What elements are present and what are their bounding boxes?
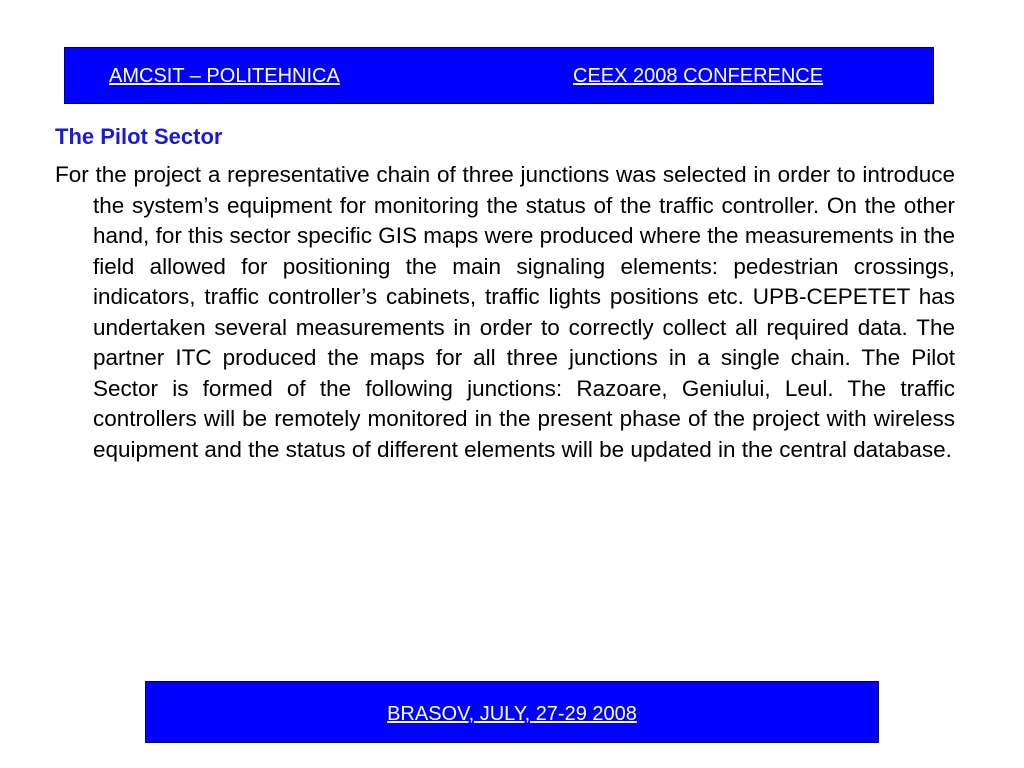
section-title: The Pilot Sector (55, 124, 223, 149)
footer-text: BRASOV, JULY, 27-29 2008 (387, 703, 637, 725)
footer-banner (145, 681, 879, 743)
header-left-text: AMCSIT – POLITEHNICA (109, 65, 340, 87)
header-right-text: CEEX 2008 CONFERENCE (573, 65, 824, 87)
section-paragraph: For the project a representative chain of three junctions was selected in order to introduce the system’s equipment for monitoring the status of the traffic controller. On the other hand, for this sector specific GIS maps were produced where the measurements in the field allowed for positioning the main signaling elements: pedestrian crossings, indicators, traffic controller’s cabinets, traffic lights positions etc. UPB-CEPETET has undertaken several measurements in order to correctly collect all required data. The partner ITC produced the maps for all three junctions in a single chain. The Pilot Sector is formed of the following junctions: Razoare, Geniului, Leul. The traffic controllers will be remotely monitored in the present phase of the project with wireless equipment and the status of different elements will be updated in the central database. (55, 162, 955, 462)
header-banner (64, 47, 934, 104)
